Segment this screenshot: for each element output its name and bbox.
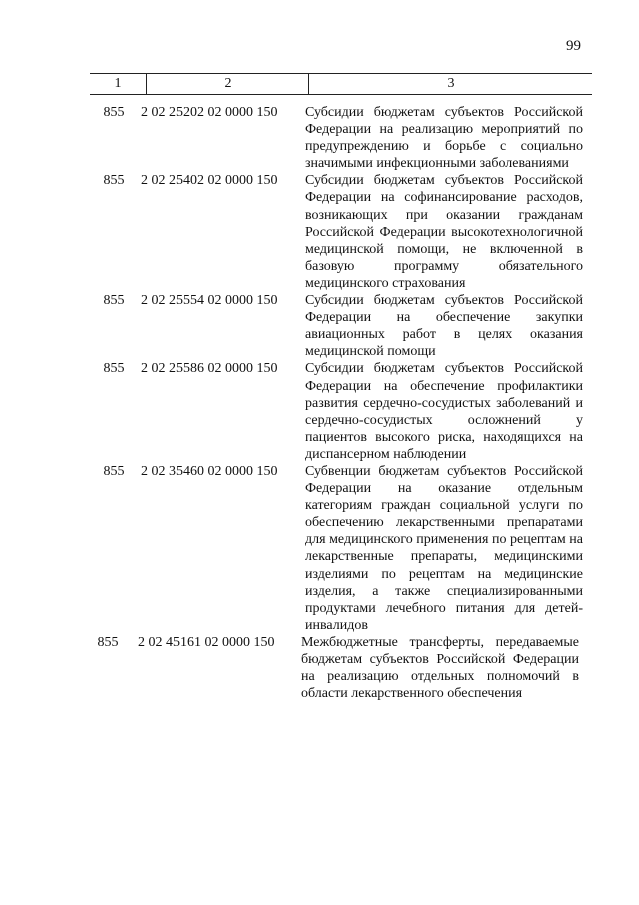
table-row: [0, 463, 639, 634]
row-name: Межбюджетные трансферты, передаваемые бюджетам субъектов Российской Федерации на реализацию отдельных полномочий в области лекарственного обеспечения: [301, 634, 579, 702]
row-name: Субсидии бюджетам субъектов Российской Федерации на реализацию мероприятий по предупреждению и борьбе с социально значимыми инфекционными заболеваниями: [305, 105, 583, 172]
row-admin-code: 855: [97, 634, 119, 650]
row-budget-code: 2 02 25586 02 0000 150: [141, 361, 278, 377]
row-admin-code: 855: [103, 361, 125, 377]
row-budget-code: 2 02 25554 02 0000 150: [141, 293, 278, 309]
row-name: Субвенции бюджетам субъектов Российской Федерации на оказание отдельным категориям граждан социальной услуги по обеспечению лекарственными препаратами для медицинского применения по рецептам на лекарственные препараты, медицинскими изделиями по рецептам на медицинские изделия, а также специализированными продуктами лечебного питания для детей-инвалидов: [305, 463, 583, 633]
row-admin-code: 855: [103, 173, 125, 189]
header-col-1: 1: [114, 76, 122, 91]
row-name: Субсидии бюджетам субъектов Российской Федерации на обеспечение закупки авиационных работ в целях оказания медицинской помощи: [305, 293, 583, 360]
table-row: [0, 172, 639, 292]
row-budget-code: 2 02 25202 02 0000 150: [141, 105, 278, 120]
table-row: [0, 634, 639, 702]
page-number: 99: [566, 38, 581, 54]
row-budget-code: 2 02 25402 02 0000 150: [141, 173, 278, 189]
table-header: [90, 73, 592, 95]
header-col-3: 3: [308, 74, 593, 94]
row-budget-code: 2 02 35460 02 0000 150: [141, 463, 278, 479]
table-row: [0, 360, 639, 463]
row-name: Субсидии бюджетам субъектов Российской Федерации на обеспечение профилактики развития сердечно-сосудистых заболеваний и сердечно-сосудистых осложнений у пациентов высокого риска, находящихся на диспансерном наблюдении: [305, 361, 583, 462]
row-budget-code: 2 02 45161 02 0000 150: [138, 634, 275, 650]
row-admin-code: 855: [103, 105, 125, 120]
row-admin-code: 855: [103, 293, 125, 309]
row-name: Субсидии бюджетам субъектов Российской Федерации на софинансирование расходов, возникающих при оказании гражданам Российской Федерации высокотехнологичной медицинской помощи, не включенной в базовую программу обязательного медицинского страхования: [305, 173, 583, 291]
table-row: [0, 104, 639, 172]
header-col-2: 2: [146, 74, 309, 94]
table-row: [0, 292, 639, 360]
table-body: [0, 104, 639, 702]
row-admin-code: 855: [103, 463, 125, 479]
